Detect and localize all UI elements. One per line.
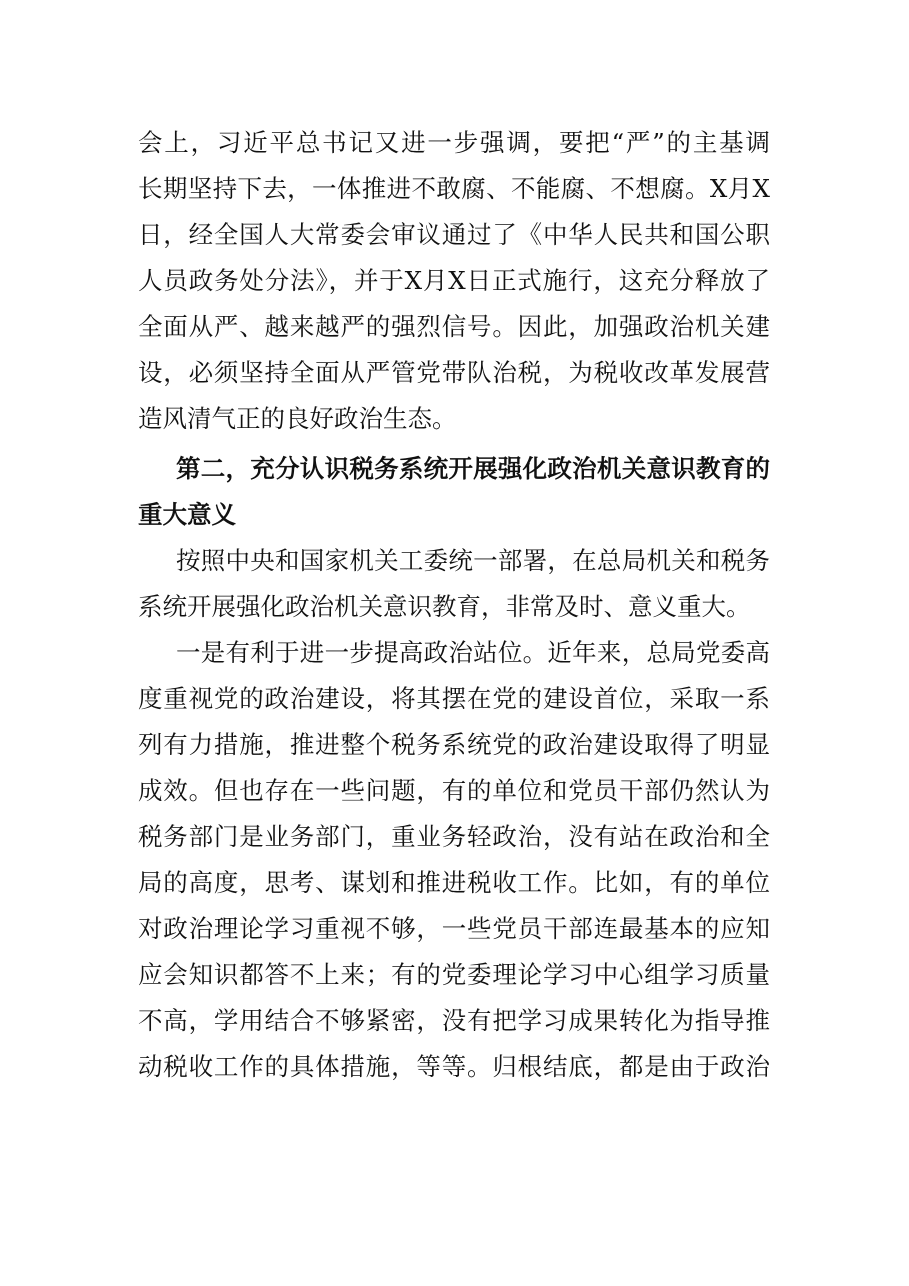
- text-line: 长期坚持下去，一体推进不敢腐、不能腐、不想腐。X月X: [138, 174, 770, 203]
- text-line: 动税收工作的具体措施，等等。归根结底，都是由于政治: [138, 1052, 770, 1081]
- paragraph-1: [138, 120, 770, 442]
- text-line: 成效。但也存在一些问题，有的单位和党员干部仍然认为: [138, 776, 770, 805]
- text-line: 按照中央和国家机关工委统一部署，在总局机关和税务: [176, 546, 770, 575]
- text-line: 对政治理论学习重视不够，一些党员干部连最基本的应知: [138, 914, 770, 943]
- text-line: 应会知识都答不上来；有的党委理论学习中心组学习质量: [138, 960, 770, 989]
- paragraph-3: [138, 630, 770, 1090]
- text-line: 人员政务处分法》，并于X月X日正式施行，这充分释放了: [138, 266, 770, 295]
- section-heading: [138, 446, 770, 538]
- paragraph-2: [138, 538, 770, 630]
- text-line: 局的高度，思考、谋划和推进税收工作。比如，有的单位: [138, 868, 770, 897]
- document-body: [138, 120, 770, 1090]
- text-line: 税务部门是业务部门，重业务轻政治，没有站在政治和全: [138, 822, 770, 851]
- text-line: 列有力措施，推进整个税务系统党的政治建设取得了明显: [138, 730, 770, 759]
- text-line: 全面从严、越来越严的强烈信号。因此，加强政治机关建: [138, 312, 770, 341]
- text-line: 设，必须坚持全面从严管党带队治税，为税收改革发展营: [138, 358, 770, 387]
- text-line: 日，经全国人大常委会审议通过了《中华人民共和国公职: [138, 220, 770, 249]
- text-line: 会上，习近平总书记又进一步强调，要把“严”的主基调: [138, 128, 770, 157]
- text-line: 不高，学用结合不够紧密，没有把学习成果转化为指导推: [138, 1006, 770, 1035]
- text-line: 一是有利于进一步提高政治站位。近年来，总局党委高: [176, 638, 770, 667]
- text-line: 度重视党的政治建设，将其摆在党的建设首位，采取一系: [138, 684, 770, 713]
- text-line: 造风清气正的良好政治生态。: [138, 404, 457, 433]
- heading-line: 重大意义: [138, 500, 236, 529]
- text-line: 系统开展强化政治机关意识教育，非常及时、意义重大。: [138, 592, 751, 621]
- heading-line: 第二，充分认识税务系统开展强化政治机关意识教育的: [176, 454, 770, 483]
